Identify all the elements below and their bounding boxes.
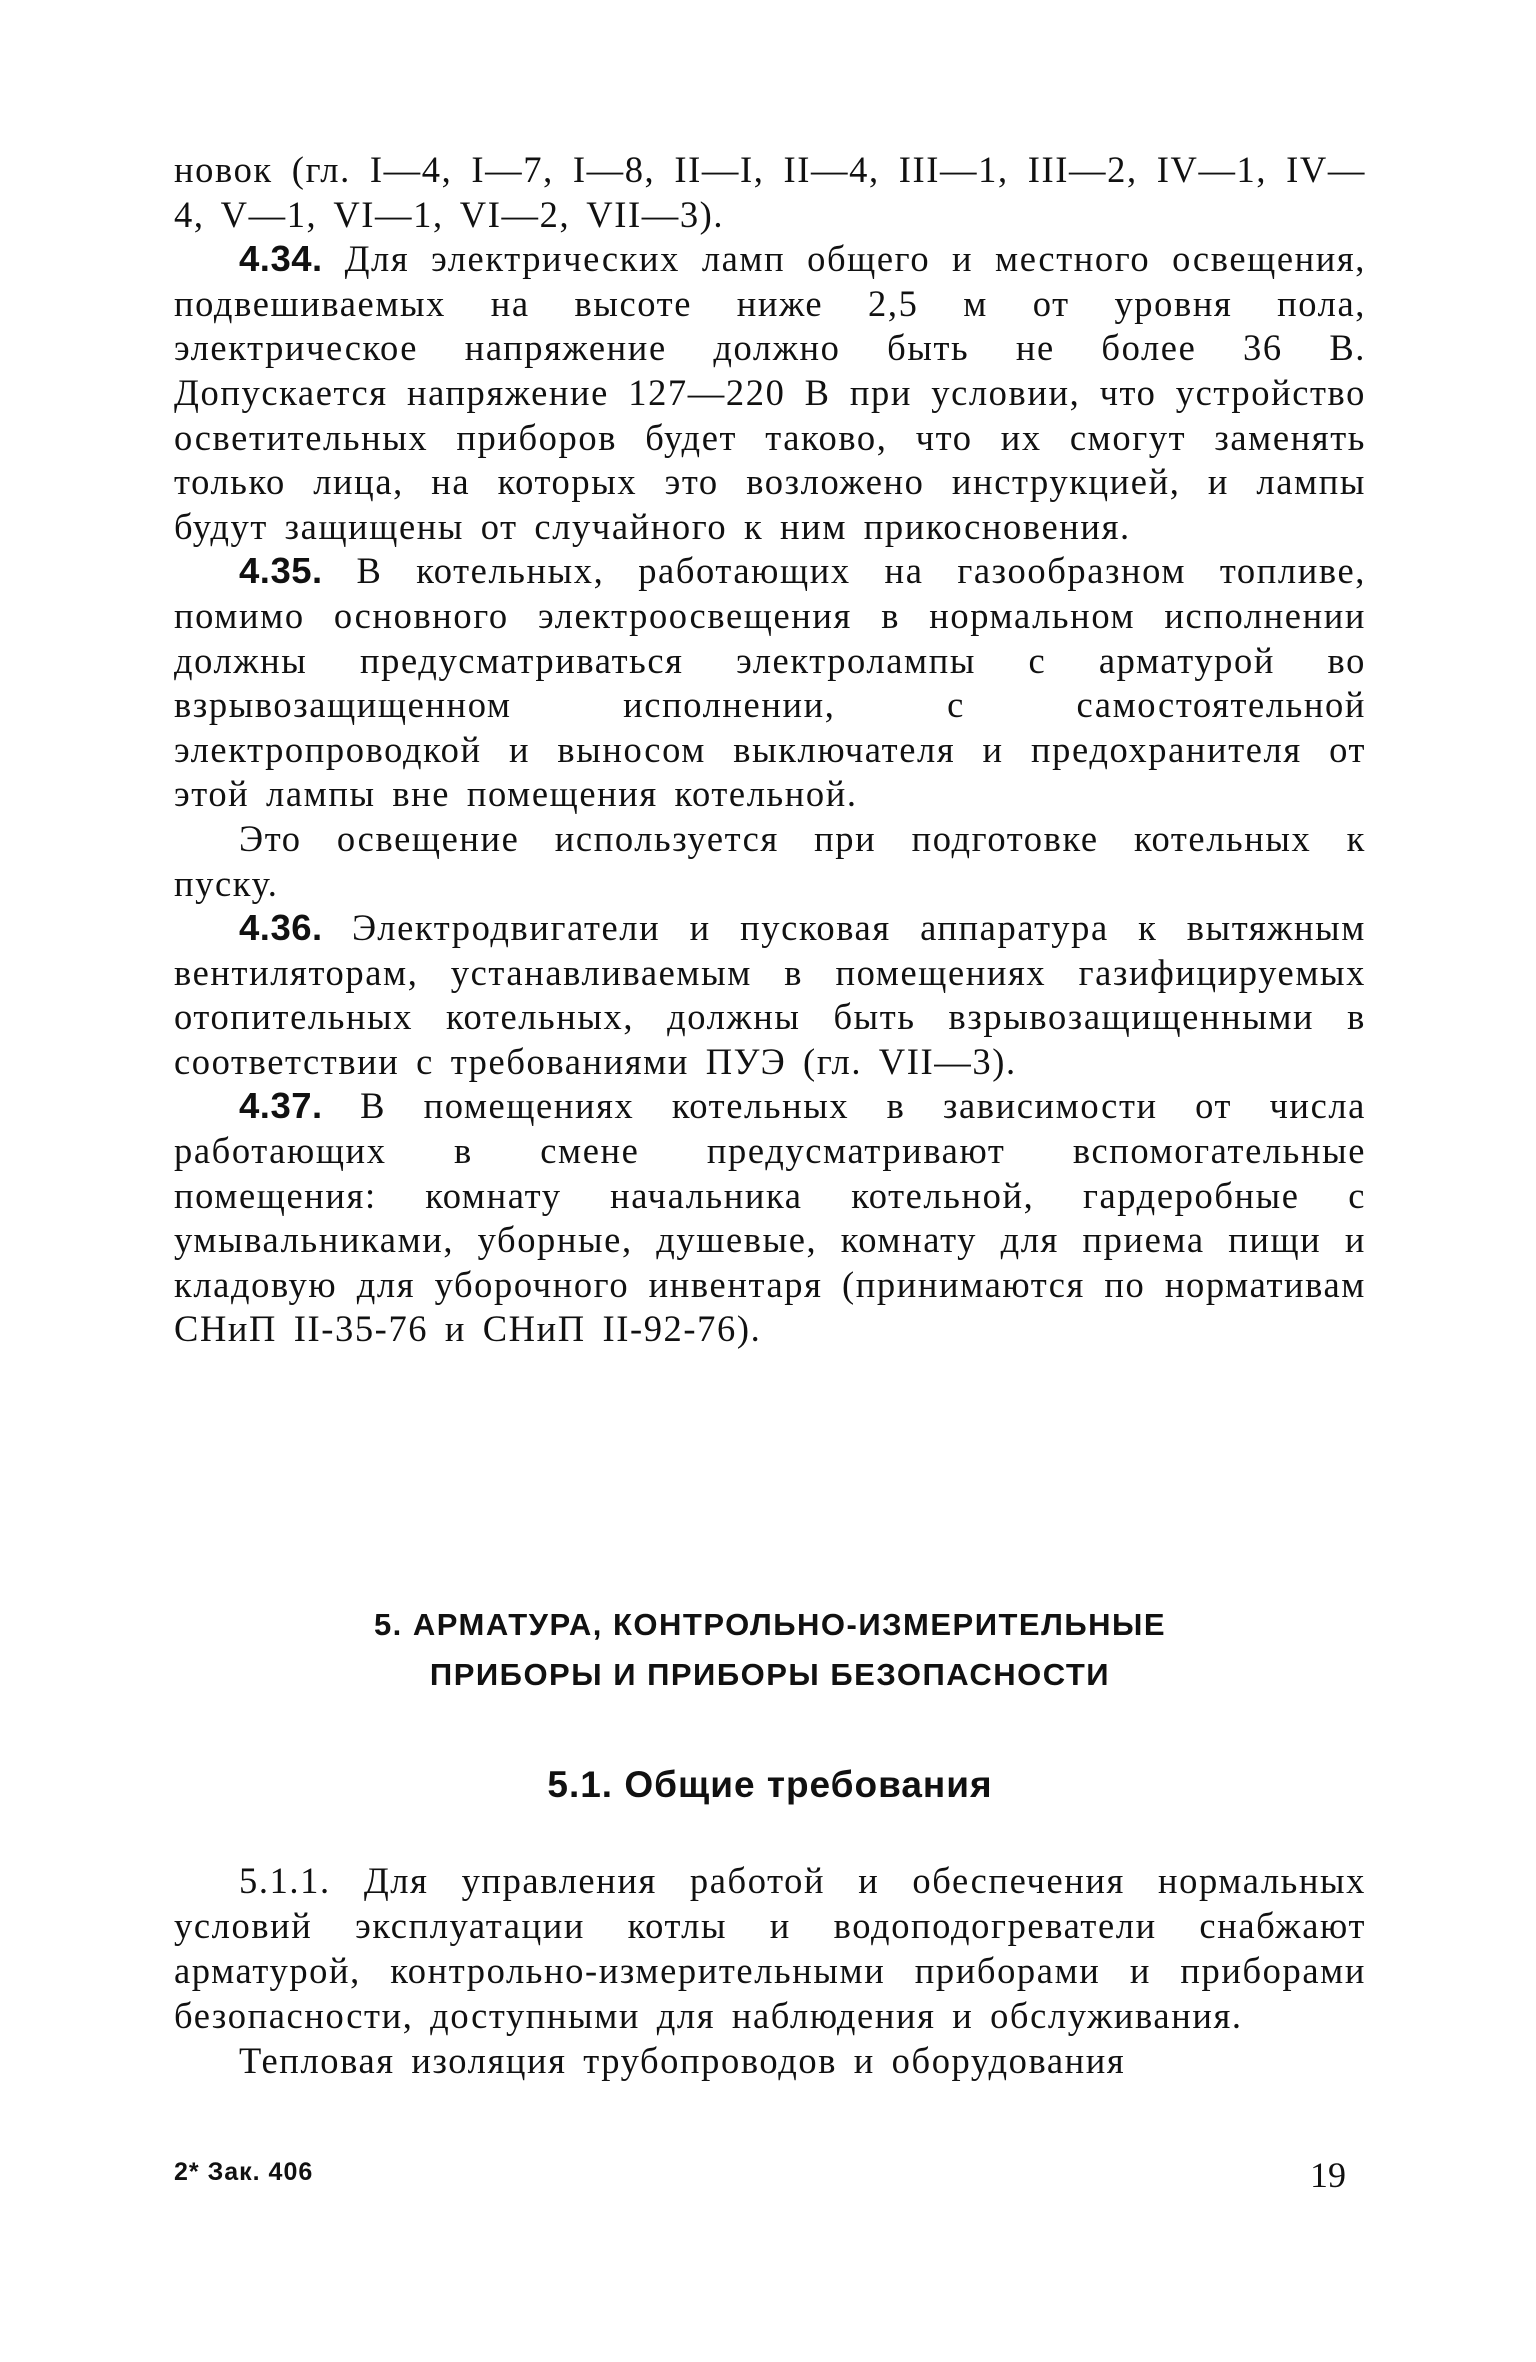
paragraph-text: В котельных, работающих на газообразном топливе, помимо основного электроосвещения в нормальном исполнении должны предусматриваться электролампы с арматурой во взрывозащищенном исполнении, с самостоятельной электропроводкой и выносом выключателя и предохранителя от этой лампы вне помещения котельной.	[174, 550, 1366, 815]
paragraph-text: Тепловая изоляция трубопроводов и оборудования	[239, 2040, 1126, 2081]
paragraph-4-36	[174, 906, 1366, 1084]
paragraph-number: 4.35.	[239, 550, 323, 592]
paragraph-5-1-1	[174, 1858, 1366, 2038]
paragraph-4-37	[174, 1084, 1366, 1352]
paragraph-number: 4.36.	[239, 907, 323, 949]
paragraph-text: Для управления работой и обеспечения нормальных условий эксплуатации котлы и водоподогреватели снабжают арматурой, контрольно-измерительными приборами и приборами безопасности, доступными для наблюдения и обслуживания.	[174, 1860, 1366, 2036]
paragraph-4-34	[174, 237, 1366, 549]
sub-heading: 5.1. Общие требования	[547, 1764, 993, 1805]
section-heading-line-1: 5. АРМАТУРА, КОНТРОЛЬНО-ИЗМЕРИТЕЛЬНЫЕ	[373, 1607, 1167, 1642]
paragraph-number: 5.1.1.	[239, 1860, 331, 1901]
paragraph-text: Для электрических ламп общего и местного освещения, подвешиваемых на высоте ниже 2,5 м от уровня пола, электрическое напряжение должно быть не более 36 В. Допускается напряжение 127—220 В при условии, что устройство осветительных приборов будет таково, что их смогут заменять только лица, на которых это возложено инструкцией, и лампы будут защищены от случайного к ним прикосновения.	[174, 238, 1367, 547]
section-heading-line-2: ПРИБОРЫ И ПРИБОРЫ БЕЗОПАСНОСТИ	[429, 1657, 1111, 1692]
section-heading	[174, 1600, 1366, 1700]
page-number: 19	[1310, 2155, 1346, 2195]
paragraph-text: В помещениях котельных в зависимости от числа работающих в смене предусматривают вспомогательные помещения: комнату начальника котельной, гардеробные с умывальниками, уборные, душевые, комнату для приема пищи и кладовую для уборочного инвентаря (принимаются по нормативам СНиП II-35-76 и СНиП II-92-76).	[174, 1085, 1366, 1350]
body-text-bottom	[174, 1858, 1366, 2083]
printer-signature: 2* Зак. 406	[174, 2158, 314, 2186]
paragraph-4-35	[174, 549, 1366, 817]
continuation-paragraph: новок (гл. I—4, I—7, I—8, II—I, II—4, III—1, III—2, IV—1, IV—4, V—1, VI—1, VI—2, VII—3).	[174, 149, 1366, 235]
paragraph-number: 4.34.	[239, 238, 323, 280]
paragraph-insulation	[174, 2038, 1366, 2083]
page-footer	[174, 2155, 1366, 2198]
body-text-top	[174, 148, 1366, 1352]
paragraph-number: 4.37.	[239, 1085, 323, 1127]
paragraph-lighting-note	[174, 817, 1366, 906]
paragraph-text: Электродвигатели и пусковая аппаратура к вытяжным вентиляторам, устанавливаемым в помещениях газифицируемых отопительных котельных, должны быть взрывозащищенными в соответствии с требованиями ПУЭ (гл. VII—3).	[174, 907, 1366, 1082]
paragraph-text: Это освещение используется при подготовке котельных к пуску.	[174, 817, 1366, 904]
